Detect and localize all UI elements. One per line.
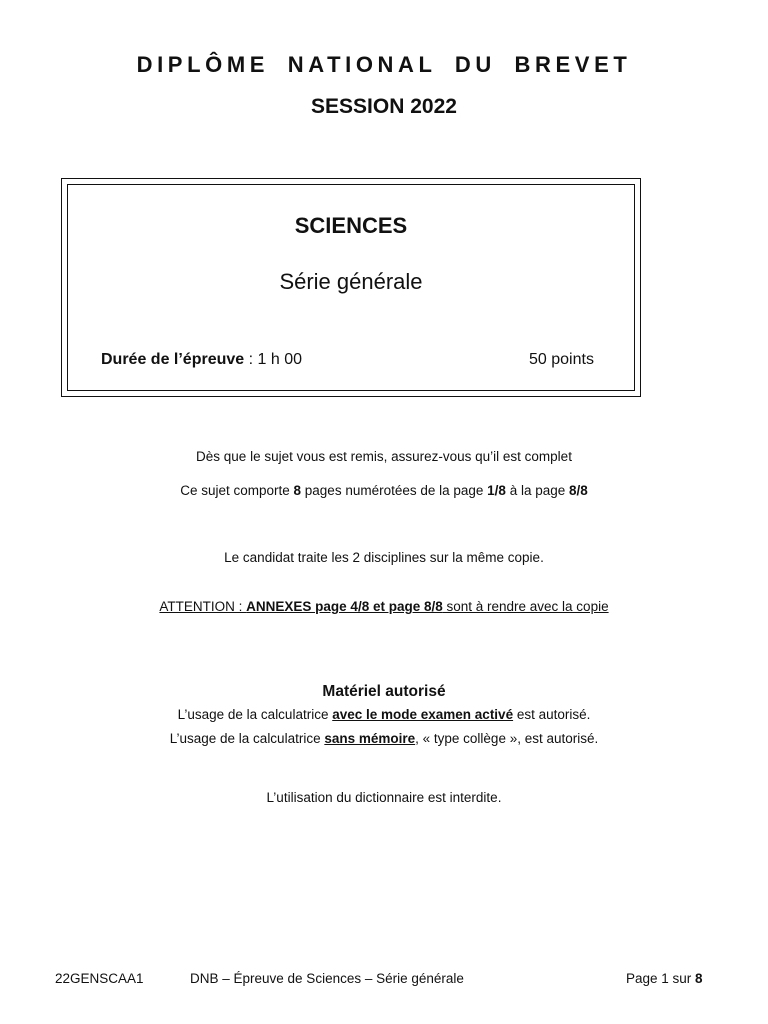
dictionary-rule: L’utilisation du dictionnaire est interdite. bbox=[266, 790, 502, 805]
calc2-emphasis: sans mémoire bbox=[324, 731, 416, 746]
calc1-emphasis: avec le mode examen activé bbox=[332, 707, 514, 722]
footer-code: 22GENSCAA1 bbox=[55, 971, 144, 986]
subject-title: SCIENCES bbox=[294, 213, 408, 238]
footer-title: DNB – Épreuve de Sciences – Série générale bbox=[190, 971, 464, 986]
session-title: SESSION 2022 bbox=[311, 95, 457, 118]
exam-duration bbox=[101, 351, 302, 369]
instruction-attention bbox=[0, 599, 768, 614]
footer-page-number bbox=[626, 971, 703, 986]
pages-prefix: Ce sujet comporte bbox=[180, 483, 294, 498]
instruction-disciplines: Le candidat traite les 2 disciplines sur la même copie. bbox=[224, 550, 544, 565]
attention-suffix: sont à rendre avec la copie bbox=[442, 599, 609, 614]
materiel-heading: Matériel autorisé bbox=[322, 683, 446, 700]
serie-label: Série générale bbox=[279, 269, 423, 294]
calc1-prefix: L’usage de la calculatrice bbox=[177, 707, 333, 722]
calc2-suffix: , « type collège », est autorisé. bbox=[415, 731, 599, 746]
duration-value: : 1 h 00 bbox=[244, 351, 302, 368]
page-prefix: Page 1 sur bbox=[626, 971, 696, 986]
exam-points: 50 points bbox=[529, 351, 594, 368]
page-total: 8 bbox=[695, 971, 703, 986]
calc1-suffix: est autorisé. bbox=[513, 707, 591, 722]
pages-count: 8 bbox=[293, 483, 302, 498]
calculator-rule-no-memory bbox=[0, 731, 768, 746]
pages-first: 1/8 bbox=[487, 483, 506, 498]
pages-middle2: à la page bbox=[505, 483, 570, 498]
pages-last: 8/8 bbox=[569, 483, 588, 498]
document-title: DIPLÔME NATIONAL DU BREVET bbox=[136, 52, 632, 77]
attention-annexes: ANNEXES page 4/8 et page 8/8 bbox=[246, 599, 443, 614]
attention-prefix: ATTENTION : bbox=[159, 599, 247, 614]
calc2-prefix: L’usage de la calculatrice bbox=[169, 731, 325, 746]
instruction-page-count bbox=[0, 483, 768, 498]
duration-label: Durée de l’épreuve bbox=[101, 351, 245, 368]
calculator-rule-exam-mode bbox=[0, 707, 768, 722]
instruction-check-complete: Dès que le sujet vous est remis, assurez-vous qu’il est complet bbox=[196, 449, 572, 464]
pages-middle: pages numérotées de la page bbox=[301, 483, 488, 498]
